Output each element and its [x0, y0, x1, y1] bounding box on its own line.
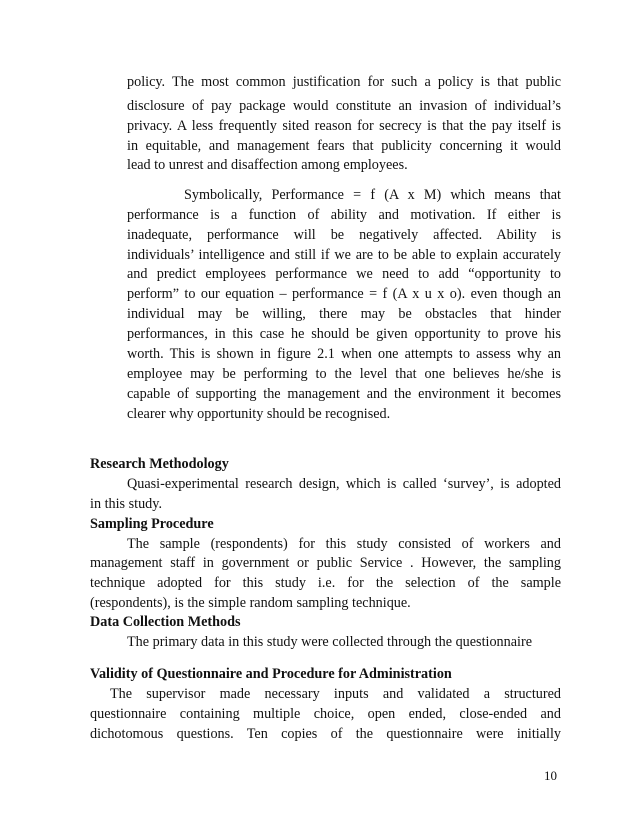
paragraph-line: The primary data in this study were collected through the questionnaire [127, 634, 533, 650]
paragraph-line: technique adopted for this study i.e. for the selection of the sample [90, 575, 561, 591]
paragraph-line: Symbolically, Performance = f (A x M) which means that [184, 187, 561, 203]
paragraph-line: management staff in government or public Service . However, the sampling [90, 555, 561, 571]
paragraph-line: in equitable, and management fears that publicity concerning it would [127, 138, 561, 154]
section-heading: Sampling Procedure [90, 516, 214, 532]
paragraph-line: dichotomous questions. Ten copies of the questionnaire were initially [90, 726, 561, 742]
section-heading: Data Collection Methods [90, 614, 241, 630]
section-heading: Validity of Questionnaire and Procedure for Administration [90, 666, 452, 682]
paragraph-line: The supervisor made necessary inputs and validated a structured [110, 686, 561, 702]
paragraph-line: capable of supporting the management and the environment it becomes [127, 386, 561, 402]
paragraph-line: individuals’ intelligence and still if we are to be able to explain accurately [127, 247, 561, 263]
paragraph-line: policy. The most common justification for such a policy is that public [127, 74, 561, 90]
paragraph-line: inadequate, performance will be negatively affected. Ability is [127, 227, 561, 243]
paragraph-line: performance is a function of ability and motivation. If either is [127, 207, 561, 223]
section-heading: Research Methodology [90, 456, 229, 472]
paragraph-line: Quasi-experimental research design, which is called ‘survey’, is adopted [127, 476, 561, 492]
page-number: 10 [544, 768, 557, 783]
paragraph-line: and predict employees performance we need to add “opportunity to [127, 266, 561, 282]
paragraph-line: (respondents), is the simple random sampling technique. [90, 595, 411, 611]
paragraph-line: questionnaire containing multiple choice, open ended, close-ended and [90, 706, 561, 722]
paragraph-line: privacy. A less frequently sited reason for secrecy is that the pay itself is [127, 118, 561, 134]
paragraph-line: disclosure of pay package would constitute an invasion of individual’s [127, 98, 561, 114]
paragraph-line: individual may be willing, there may be obstacles that hinder [127, 306, 561, 322]
paragraph-line: worth. This is shown in figure 2.1 when one attempts to assess why an [127, 346, 561, 362]
paragraph-line: perform” to our equation – performance = f (A x u x o). even though an [127, 286, 561, 302]
paragraph-line: lead to unrest and disaffection among employees. [127, 157, 408, 173]
paragraph-line: The sample (respondents) for this study consisted of workers and [127, 536, 561, 552]
paragraph-line: clearer why opportunity should be recognised. [127, 406, 391, 422]
paragraph-line: performances, in this case he should be given opportunity to prove his [127, 326, 561, 342]
paragraph-line: in this study. [90, 496, 162, 512]
paragraph-line: employee may be performing to the level that one believes he/she is [127, 366, 561, 382]
